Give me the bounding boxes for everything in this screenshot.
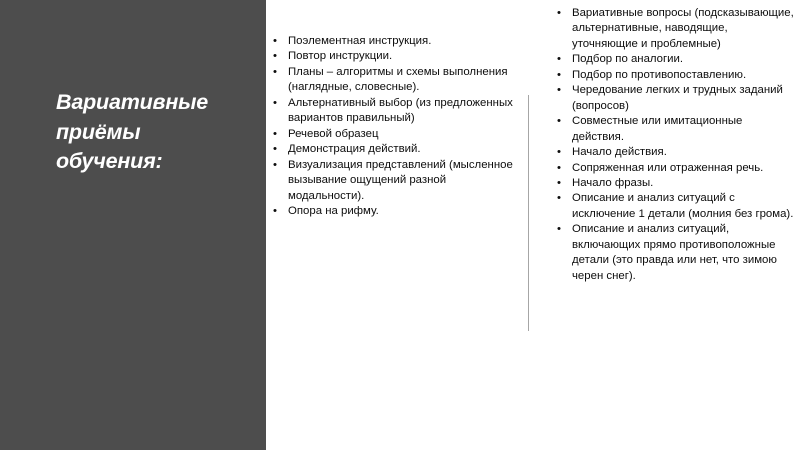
list-item: • Планы – алгоритмы и схемы выполнения (наглядные, словесные). xyxy=(272,65,522,96)
bullet-list-right xyxy=(556,6,794,284)
list-item: • Описание и анализ ситуаций, включающих прямо противоположные детали (это правда или нет, что зимою черен снег). xyxy=(556,222,794,284)
list-item: • Начало фразы. xyxy=(556,176,794,191)
list-item: • Подбор по противопоставлению. xyxy=(556,68,794,83)
page-title: Вариативные приёмы обучения: xyxy=(56,90,209,174)
list-item: • Сопряженная или отраженная речь. xyxy=(556,161,794,176)
bullet-column-middle xyxy=(272,34,522,219)
list-item: • Описание и анализ ситуаций с исключение 1 детали (молния без грома). xyxy=(556,191,794,222)
list-item: • Вариативные вопросы (подсказывающие, альтернативные, наводящие, уточняющие и проблемные) xyxy=(556,6,794,52)
list-item: • Повтор инструкции. xyxy=(272,49,522,64)
list-item: • Альтернативный выбор (из предложенных вариантов правильный) xyxy=(272,96,522,127)
list-item: • Совместные или имитационные действия. xyxy=(556,114,794,145)
bullet-column-right xyxy=(556,6,794,284)
list-item: • Чередование легких и трудных заданий (вопросов) xyxy=(556,83,794,114)
list-item: • Демонстрация действий. xyxy=(272,142,522,157)
list-item: • Опора на рифму. xyxy=(272,204,522,219)
column-divider xyxy=(528,95,529,331)
list-item: • Поэлементная инструкция. xyxy=(272,34,522,49)
list-item: • Речевой образец xyxy=(272,127,522,142)
title-panel xyxy=(0,0,266,450)
bullet-list-middle xyxy=(272,34,522,219)
list-item: • Визуализация представлений (мысленное вызывание ощущений разной модальности). xyxy=(272,158,522,204)
list-item: • Начало действия. xyxy=(556,145,794,160)
list-item: • Подбор по аналогии. xyxy=(556,52,794,67)
